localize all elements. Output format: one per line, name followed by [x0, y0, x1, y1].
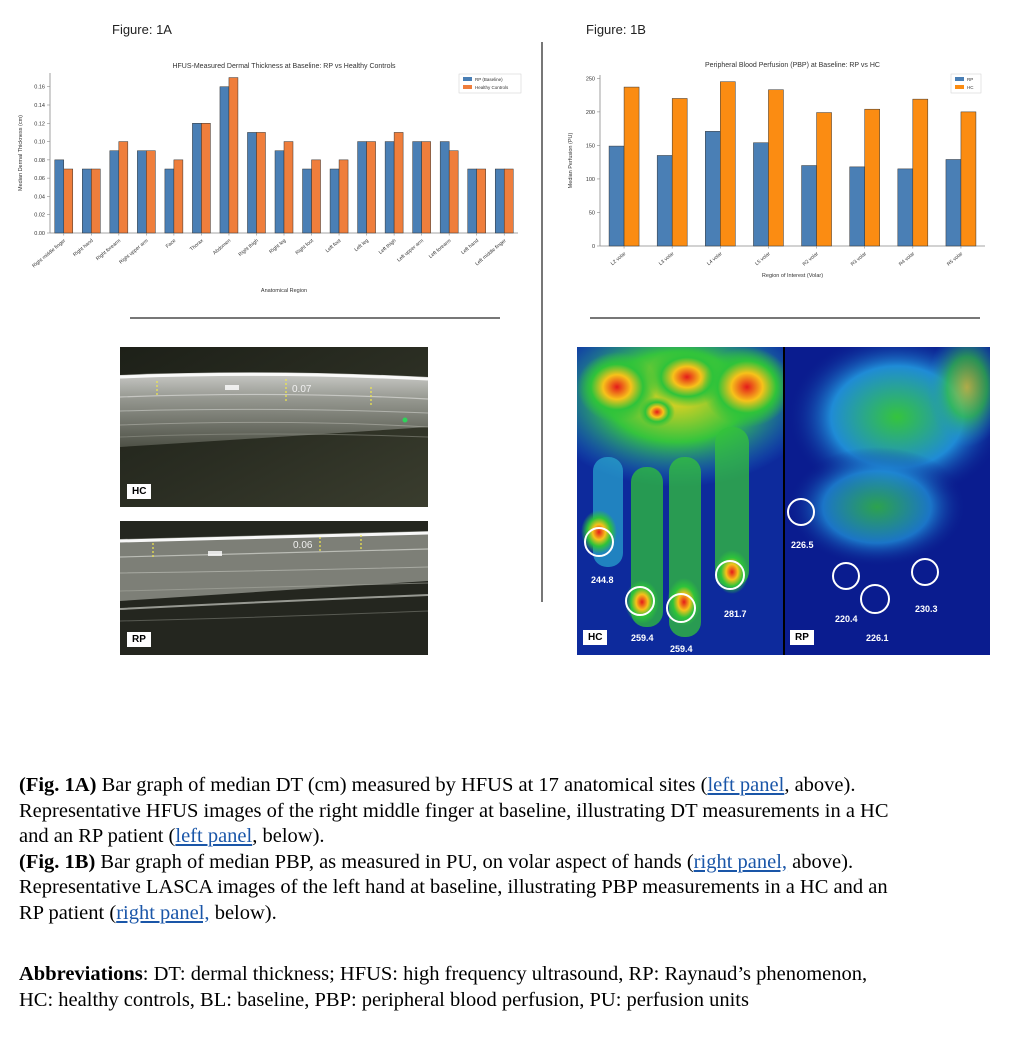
figure-1b-label: Figure: 1B: [586, 22, 646, 37]
panel-divider-right: [590, 317, 980, 319]
bar-hc: [913, 99, 928, 246]
y-tick-label: 100: [585, 176, 595, 183]
bar-rp: [192, 123, 201, 233]
bar-rp: [413, 142, 422, 233]
panel-divider-vertical: [541, 42, 543, 602]
legend-box: [951, 74, 981, 93]
legend-swatch: [463, 77, 472, 81]
y-axis-label: Median Dermal Thickness (cm): [18, 114, 24, 192]
legend-swatch: [955, 85, 964, 89]
x-tick-label: Left thigh: [377, 237, 398, 256]
bar-hc: [624, 87, 639, 246]
bar-rp: [303, 169, 312, 233]
abbreviations-text: : DT: dermal thickness; HFUS: high frequency ultrasound, RP: Raynaud’s phenomenon, HC: healthy controls, BL: baseline, PBP: peripheral blood perfusion, PU: perfusion units: [19, 963, 868, 1011]
caption-link-left-panel-1[interactable]: left panel: [707, 774, 785, 796]
y-tick-label: 0.02: [34, 212, 45, 219]
chart-title: HFUS-Measured Dermal Thickness at Baseline: RP vs Healthy Controls: [172, 63, 396, 70]
bar-rp: [468, 169, 477, 233]
bar-hc: [449, 151, 458, 233]
lasca-rp-tag: RP: [790, 630, 814, 645]
bar-hc: [174, 160, 183, 233]
x-tick-label: Right upper arm: [118, 237, 150, 266]
x-tick-label: Left middle finger: [474, 237, 508, 268]
bar-hc: [119, 142, 128, 233]
bar-rp: [850, 167, 865, 246]
lasca-rp-value-1: 226.5: [791, 540, 814, 550]
bar-rp: [137, 151, 146, 233]
bar-hc: [146, 151, 155, 233]
figure-caption: [19, 773, 899, 926]
bar-hc: [64, 169, 73, 233]
bar-rp: [275, 151, 284, 233]
bar-hc: [817, 113, 832, 246]
x-tick-label: R2 volar: [801, 250, 820, 268]
hfus-hc-tag: HC: [127, 484, 151, 499]
y-tick-label: 0.14: [34, 103, 45, 109]
x-tick-label: Left foot: [324, 237, 343, 255]
x-axis-label: Region of Interest (Volar): [761, 273, 824, 279]
chart-legend: [951, 74, 981, 93]
x-tick-label: Right forearm: [95, 237, 123, 263]
bar-rp: [247, 132, 256, 233]
bar-rp: [898, 169, 913, 246]
legend-label: HC: [967, 85, 974, 90]
y-tick-label: 250: [585, 76, 595, 83]
x-tick-label: L3 volar: [657, 250, 676, 267]
caption-fig1b-text-2: above). Representative LASCA images of the left hand at baseline, illustrating PBP measurements in a HC and an RP patient (: [19, 850, 888, 924]
lasca-hc-value-4: 281.7: [724, 609, 747, 619]
hfus-hc-value: 0.07: [292, 384, 312, 395]
caption-link-right-panel-2[interactable]: right panel,: [116, 901, 210, 924]
legend-swatch: [955, 77, 964, 81]
chart-legend: [459, 74, 521, 93]
caption-fig1b-text-3: below).: [209, 901, 277, 924]
x-tick-label: Right hand: [72, 237, 95, 259]
y-tick-label: 0.16: [34, 84, 45, 91]
hfus-rp-value: 0.06: [293, 540, 313, 551]
abbreviations-heading: Abbreviations: [19, 963, 143, 985]
x-tick-label: Left upper arm: [396, 237, 425, 264]
x-tick-label: R4 volar: [897, 250, 917, 268]
bar-rp: [946, 159, 961, 246]
caption-fig1b-label: (Fig. 1B): [19, 850, 96, 873]
x-tick-label: Face: [164, 237, 178, 250]
bar-hc: [256, 132, 265, 233]
chart-blood-perfusion: [565, 55, 995, 295]
chart-dermal-thickness: [18, 55, 533, 305]
lasca-rp-value-4: 230.3: [915, 604, 938, 614]
y-tick-label: 0.04: [34, 194, 45, 201]
bar-rp: [802, 166, 817, 246]
x-tick-label: Abdomen: [211, 237, 233, 257]
lasca-rp-value-2: 220.4: [835, 614, 858, 624]
caption-fig1b-text-1: Bar graph of median PBP, as measured in PU, on volar aspect of hands (: [95, 850, 694, 873]
caption-link-left-panel-2[interactable]: left panel: [175, 825, 253, 847]
x-tick-label: L4 volar: [706, 250, 724, 267]
x-axis-label: Anatomical Region: [260, 288, 308, 294]
bar-hc: [672, 98, 687, 246]
lasca-hc-value-2: 259.4: [631, 633, 654, 643]
bar-hc: [312, 160, 321, 233]
bar-hc: [768, 90, 783, 246]
lasca-rp-value-3: 226.1: [866, 633, 889, 643]
bar-rp: [705, 131, 720, 246]
bar-rp: [495, 169, 504, 233]
hfus-image-hc: [120, 347, 428, 507]
caption-fig1a-label: (Fig. 1A): [19, 774, 97, 796]
bar-rp: [55, 160, 64, 233]
bar-rp: [330, 169, 339, 233]
x-tick-label: Left forearm: [427, 237, 453, 260]
bar-hc: [367, 142, 376, 233]
bar-hc: [720, 82, 735, 246]
hfus-image-hc-picture: [120, 347, 428, 507]
bar-hc: [91, 169, 100, 233]
x-tick-label: Left hand: [460, 237, 480, 256]
x-tick-label: Left leg: [353, 237, 370, 254]
y-tick-label: 200: [585, 109, 595, 116]
bar-rp: [82, 169, 91, 233]
bar-rp: [657, 155, 672, 246]
y-tick-label: 0.00: [34, 231, 45, 237]
bar-rp: [220, 87, 229, 233]
y-tick-label: 50: [588, 210, 595, 217]
bar-hc: [504, 169, 513, 233]
bar-rp: [385, 142, 394, 233]
bar-rp: [358, 142, 367, 233]
x-tick-label: R3 volar: [849, 250, 868, 268]
bar-hc: [201, 123, 210, 233]
legend-label: Healthy Controls: [475, 85, 509, 90]
x-tick-label: L5 volar: [754, 250, 772, 267]
lasca-hc-tag: HC: [583, 630, 607, 645]
lasca-hc-value-1: 244.8: [591, 575, 614, 585]
caption-fig1a-text-1: Bar graph of median DT (cm) measured by HFUS at 17 anatomical sites (: [96, 774, 708, 796]
figure-1a-label: Figure: 1A: [112, 22, 172, 37]
x-tick-label: Right thigh: [237, 237, 260, 258]
lasca-hc-value-3: 259.4: [670, 644, 693, 654]
bar-hc: [865, 109, 880, 246]
lasca-image: [577, 347, 990, 655]
bar-hc: [339, 160, 348, 233]
caption-fig1a-text-2: , above). Representative HFUS images of the right middle finger at baseline, illustrating DT measurements in a HC and an RP patient (: [19, 774, 889, 847]
hfus-rp-tag: RP: [127, 632, 151, 647]
hfus-image-rp-picture: [120, 521, 428, 655]
x-tick-label: L2 volar: [609, 250, 628, 267]
y-axis-label: Median Perfusion (PU): [568, 132, 574, 189]
bar-rp: [110, 151, 119, 233]
y-tick-label: 0: [591, 244, 595, 250]
bar-hc: [394, 132, 403, 233]
legend-swatch: [463, 85, 472, 89]
x-tick-label: Right leg: [268, 237, 288, 256]
bar-rp: [440, 142, 449, 233]
chart-title: Peripheral Blood Perfusion (PBP) at Baseline: RP vs HC: [705, 62, 880, 69]
legend-label: RP: [967, 77, 974, 82]
bar-hc: [961, 112, 976, 246]
abbreviations: [19, 962, 899, 1013]
x-tick-label: Right foot: [294, 237, 315, 257]
caption-fig1a-text-3: , below).: [252, 825, 325, 847]
bar-rp: [609, 146, 624, 246]
bar-hc: [422, 142, 431, 233]
panel-divider-left: [130, 317, 500, 319]
bar-hc: [477, 169, 486, 233]
legend-label: RP (Baseline): [475, 77, 503, 82]
bar-hc: [284, 142, 293, 233]
bar-rp: [753, 143, 768, 246]
x-tick-label: Thorax: [188, 237, 205, 253]
y-tick-label: 150: [585, 143, 595, 150]
y-tick-label: 0.06: [34, 176, 45, 183]
y-tick-label: 0.12: [34, 121, 45, 128]
y-tick-label: 0.10: [34, 139, 45, 146]
bar-hc: [229, 78, 238, 233]
x-tick-label: Right middle finger: [31, 237, 68, 270]
hfus-image-rp: [120, 521, 428, 655]
bar-rp: [165, 169, 174, 233]
caption-link-right-panel-1[interactable]: right panel,: [693, 850, 788, 873]
y-tick-label: 0.08: [34, 157, 45, 164]
x-tick-label: R5 volar: [946, 250, 965, 268]
